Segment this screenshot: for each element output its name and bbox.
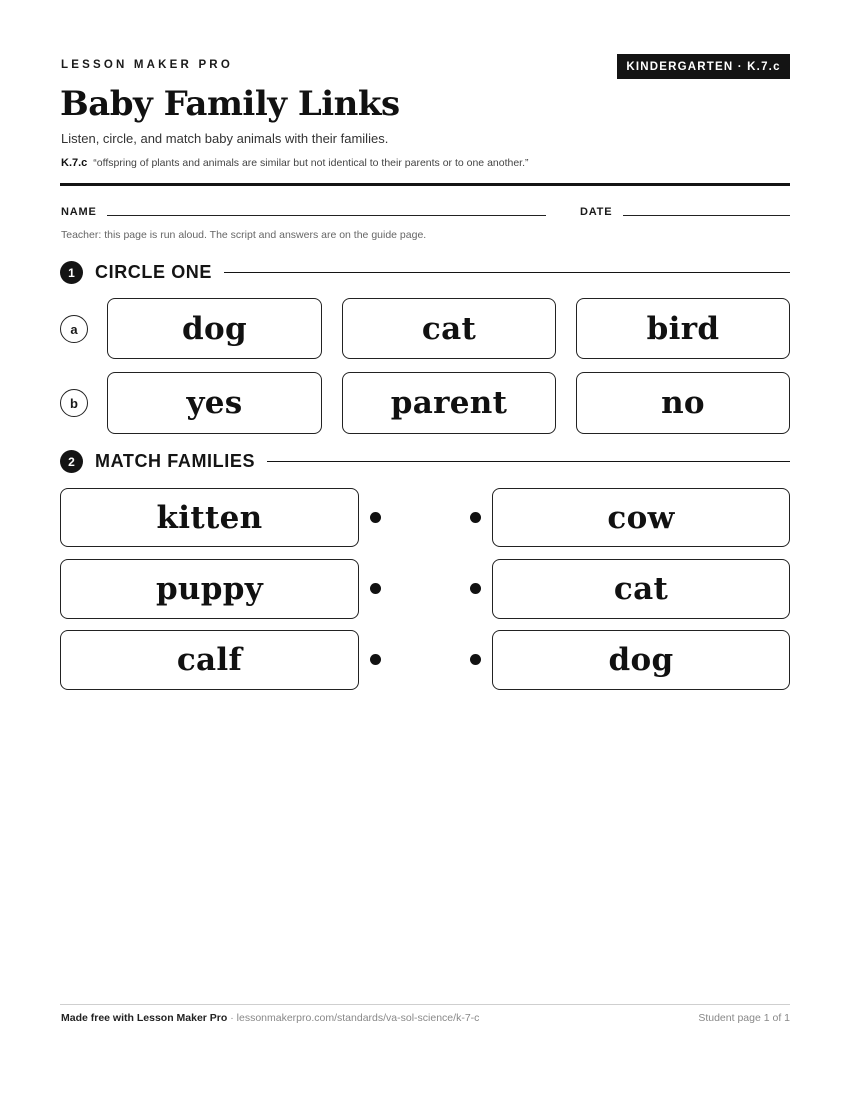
match-dot-left-3[interactable] bbox=[370, 654, 381, 665]
page-title: Baby Family Links bbox=[60, 84, 400, 124]
choice-parent[interactable]: parent bbox=[342, 372, 556, 434]
match-left-puppy[interactable]: puppy bbox=[60, 559, 359, 619]
section-number-badge: 2 bbox=[60, 450, 83, 473]
section-rule bbox=[267, 461, 790, 463]
footer-divider bbox=[60, 1004, 790, 1005]
match-left-kitten[interactable]: kitten bbox=[60, 488, 359, 547]
standard-line bbox=[61, 157, 529, 169]
header-divider bbox=[60, 183, 790, 186]
match-dot-right-1[interactable] bbox=[470, 512, 481, 523]
date-label: DATE bbox=[580, 206, 613, 218]
name-field[interactable] bbox=[107, 215, 546, 216]
footer-url[interactable]: · lessonmakerpro.com/standards/va-sol-science/k-7-c bbox=[227, 1012, 480, 1024]
choice-bird[interactable]: bird bbox=[576, 298, 790, 359]
footer-made-with: Made free with Lesson Maker Pro bbox=[61, 1012, 228, 1024]
match-dot-right-3[interactable] bbox=[470, 654, 481, 665]
choice-cat[interactable]: cat bbox=[342, 298, 556, 359]
teacher-note: Teacher: this page is run aloud. The script and answers are on the guide page. bbox=[61, 229, 427, 241]
match-right-dog[interactable]: dog bbox=[492, 630, 790, 690]
section-title: CIRCLE ONE bbox=[95, 262, 213, 282]
match-dot-right-2[interactable] bbox=[470, 583, 481, 594]
match-right-cat[interactable]: cat bbox=[492, 559, 790, 619]
choice-dog[interactable]: dog bbox=[107, 298, 322, 359]
grade-badge: KINDERGARTEN · K.7.c bbox=[617, 54, 790, 79]
choice-no[interactable]: no bbox=[576, 372, 790, 434]
standard-code: K.7.c bbox=[61, 157, 88, 169]
section-match-families-header bbox=[60, 450, 790, 473]
date-field[interactable] bbox=[623, 215, 790, 216]
section-title: MATCH FAMILIES bbox=[95, 451, 256, 471]
match-dot-left-2[interactable] bbox=[370, 583, 381, 594]
choice-yes[interactable]: yes bbox=[107, 372, 322, 434]
row-letter-a: a bbox=[60, 315, 88, 343]
row-letter-b: b bbox=[60, 389, 88, 417]
section-rule bbox=[224, 272, 790, 274]
match-dot-left-1[interactable] bbox=[370, 512, 381, 523]
footer-page-number: Student page 1 of 1 bbox=[698, 1012, 790, 1024]
section-circle-one-header bbox=[60, 261, 790, 284]
name-label: NAME bbox=[61, 206, 97, 218]
match-left-calf[interactable]: calf bbox=[60, 630, 359, 690]
page-subtitle: Listen, circle, and match baby animals with their families. bbox=[61, 131, 389, 146]
brand-name: LESSON MAKER PRO bbox=[61, 59, 233, 71]
section-number-badge: 1 bbox=[60, 261, 83, 284]
standard-text: “offspring of plants and animals are similar but not identical to their parents or to one another.” bbox=[93, 157, 529, 169]
footer-credit bbox=[61, 1012, 479, 1024]
match-right-cow[interactable]: cow bbox=[492, 488, 790, 547]
